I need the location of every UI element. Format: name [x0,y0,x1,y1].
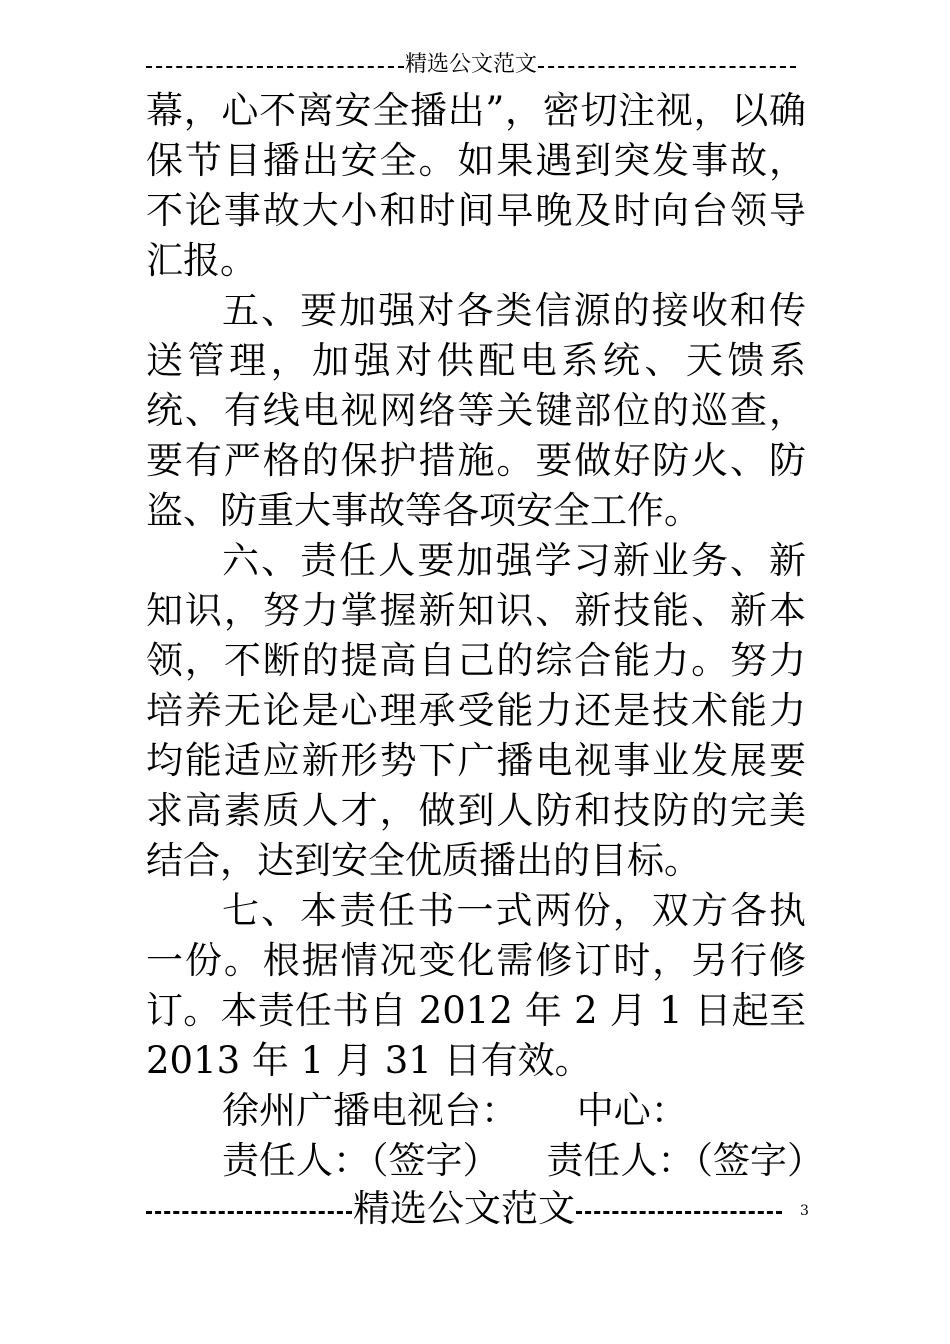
page-number: 3 [800,1203,809,1219]
paragraph-item-six: 六、责任人要加强学习新业务、新知识，努力掌握新知识、新技能、新本领，不断的提高自己的综合能力。努力培养无论是心理承受能力还是技术能力均能适应新形势下广播电视事业发展要求高素质人才，做到人防和技防的完美结合，达到安全优质播出的目标。 [146,539,806,882]
header-dash-left [146,66,404,68]
signature-line-organizations: 徐州广播电视台： 中心： [222,1089,688,1132]
header-dash-right [538,66,796,68]
signature-line-responsible-persons: 责任人：（签字） 责任人：（签字） [222,1139,825,1182]
footer-dash-right [576,1211,782,1214]
footer-title: 精选公文范文 [353,1187,575,1230]
header-title: 精选公文范文 [405,52,538,77]
page-footer [146,1184,782,1234]
paragraph-item-seven: 七、本责任书一式两份，双方各执一份。根据情况变化需修订时，另行修订。本责任书自 2012 年 2 月 1 日起至 2013 年 1 月 31 日有效。 [146,889,806,1082]
document-body [146,86,825,1186]
paragraph-continuation: 幕，心不离安全播出”，密切注视，以确保节目播出安全。如果遇到突发事故，不论事故大小和时间早晚及时向台领导汇报。 [146,89,806,282]
page-header [146,48,796,82]
footer-dash-left [146,1211,352,1214]
paragraph-item-five: 五、要加强对各类信源的接收和传送管理，加强对供配电系统、天馈系统、有线电视网络等关键部位的巡查，要有严格的保护措施。要做好防火、防盗、防重大事故等各项安全工作。 [146,289,806,532]
